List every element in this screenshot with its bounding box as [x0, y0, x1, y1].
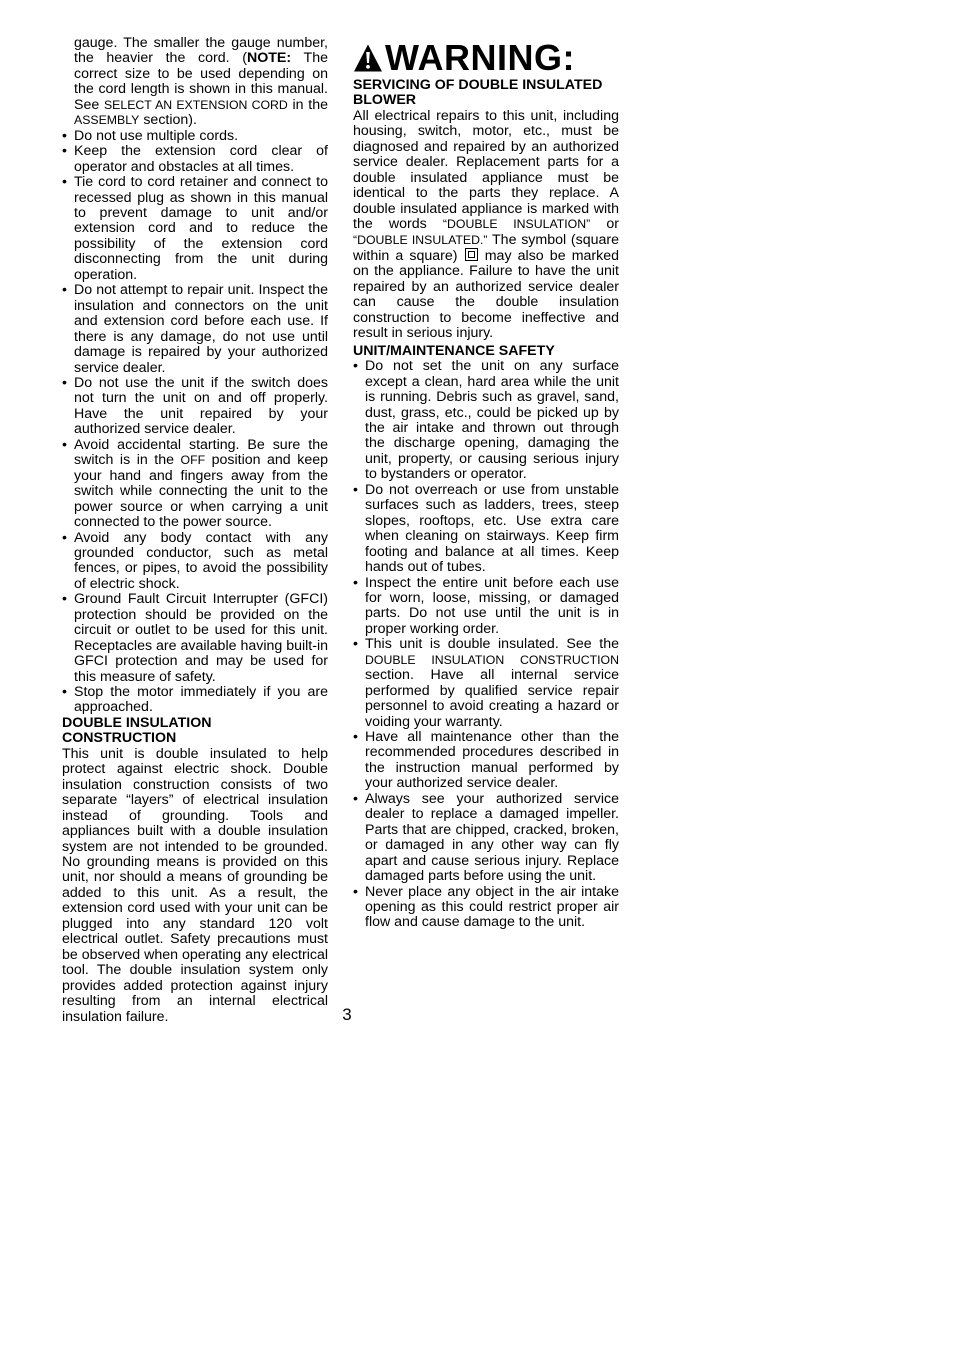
text-run: NOTE:: [246, 50, 292, 67]
text-run: in the: [287, 96, 328, 113]
list-item: [353, 637, 619, 730]
text-run: DOUBLE INSULATION CONSTRUCTION: [365, 652, 619, 667]
text-run: Stop the motor immediately if you are approached.: [74, 684, 328, 716]
text-run: or: [590, 216, 620, 233]
text-run: All electrical repairs to this unit, including housing, switch, motor, etc., must be diagnosed and repaired by an authorized service dealer. Replacement parts for a double insulated appliance must be identical to the parts they replace. A double insulated appliance is marked with the words: [353, 107, 619, 233]
extension-cord-safety-list: [62, 129, 328, 716]
text-run: position and keep your hand and fingers away from the switch while connecting the unit to the power source or when carrying a unit connected to the power source.: [74, 452, 328, 531]
text-run: Do not use the unit if the switch does not turn the unit on and off properly. Have the unit repaired by your authorized service dealer.: [74, 374, 328, 438]
maintenance-safety-heading: UNIT/MAINTENANCE SAFETY: [353, 342, 555, 359]
left-column: [62, 36, 328, 1025]
text-run: Ground Fault Circuit Interrupter (GFCI) protection should be provided on the circuit or outlet to be used for this unit. Receptacles are available having built-in GFCI protection and may be used for this measure of safety.: [74, 591, 328, 685]
text-run: OFF: [180, 453, 206, 468]
double-insulation-paragraph: This unit is double insulated to help protect against electric shock. Double insulation construction consists of two separate “layers” of electrical insulation instead of grounding. Tools and appliances built with a double insulation system are not intended to be grounded. No grounding means is provided on this unit, nor should a means of grounding be added to this unit. As a result, the extension cord used with your unit can be plugged into any standard 120 volt electrical outlet. Safety precautions must be observed when operating any electrical tool. The double insulation system only provides added protection against injury resulting from an internal electrical insulation failure.: [62, 745, 328, 1025]
warning-title: WARNING:: [385, 37, 575, 78]
list-item: [353, 792, 619, 885]
text-run: Do not attempt to repair unit. Inspect the insulation and connectors on the unit and extension cord before each use. If there is any damage, do not use until damage is repaired by your authorized service dealer.: [74, 282, 328, 376]
list-item: [62, 531, 328, 593]
text-run: SELECT AN EXTENSION CORD: [103, 97, 288, 112]
text-run: “DOUBLE INSULATION”: [442, 217, 591, 232]
text-run: Do not set the unit on any surface except a clean, hard area while the unit is running. Debris such as gravel, sand, dust, grass, etc., could be picked up by the air intake and thrown out through the discharge opening, damaging the unit, property, or causing serious injury to bystanders or operator.: [365, 358, 619, 483]
list-item: [353, 483, 619, 576]
text-run: Inspect the entire unit before each use for worn, loose, missing, or damaged parts. Do not use until the unit is in proper working order.: [365, 574, 619, 637]
text-run: section. Have all internal service performed by qualified service repair personnel to avoid creating a hazard or voiding your warranty.: [365, 667, 619, 730]
text-run: Never place any object in the air intake opening as this could restrict proper air flow and cause damage to the unit.: [365, 883, 619, 931]
page-number: 3: [342, 1005, 352, 1024]
list-item: [62, 438, 328, 531]
right-column: [353, 34, 619, 931]
list-item: [62, 175, 328, 283]
text-run: Always see your authorized service dealer to replace a damaged impeller. Parts that are chipped, cracked, broken, or damaged in any other way can fly apart and cause serious injury. Replace damaged parts before using the unit.: [365, 790, 619, 885]
text-run: section).: [139, 112, 197, 129]
text-run: This unit is double insulated. See the: [365, 636, 619, 653]
list-item: [62, 283, 328, 376]
double-insulation-heading: DOUBLE INSULATION CONSTRUCTION: [62, 714, 212, 747]
double-insulation-square-icon: [465, 248, 478, 261]
text-run: The symbol (square within a square): [353, 231, 620, 264]
text-run: Keep the extension cord clear of operator and obstacles at all times.: [74, 143, 328, 175]
text-run: Tie cord to cord retainer and connect to recessed plug as shown in this manual to prevent damage to unit and/or extension cord and to reduce the possibility of the extension cord disconnecting from the unit during operation.: [74, 174, 328, 283]
list-item: [353, 885, 619, 931]
text-run: The correct size to be used depending on the cord length is shown in this manual. See: [74, 50, 328, 113]
list-item: [62, 592, 328, 685]
text-run: may also be marked on the appliance. Failure to have the unit repaired by an authorized service dealer can cause the double insulation construction to become ineffective and result in serious injury.: [353, 247, 620, 342]
list-item: [353, 359, 619, 483]
text-run: “DOUBLE INSULATED.”: [353, 232, 488, 247]
list-item: [353, 576, 619, 638]
text-run: ASSEMBLY: [74, 113, 140, 128]
text-run: Do not use multiple cords.: [74, 127, 239, 144]
list-item: [62, 144, 328, 175]
text-run: Avoid any body contact with any grounded conductor, such as metal fences, or pipes, to avoid the possibility of electric shock.: [74, 529, 328, 592]
warning-triangle-icon: [353, 43, 383, 73]
servicing-heading: SERVICING OF DOUBLE INSULATED BLOWER: [353, 77, 603, 109]
text-run: gauge. The smaller the gauge number, the heavier the cord. (: [74, 35, 328, 67]
maintenance-safety-list: [353, 359, 619, 931]
text-run: Do not overreach or use from unstable surfaces such as ladders, trees, steep slopes, rooftops, etc. Use extra care when cleaning on stairways. Keep firm footing and balance at all times. Keep hands out of tubes.: [365, 481, 619, 576]
continued-paragraph: [62, 36, 328, 129]
servicing-paragraph: [353, 109, 619, 342]
list-item: [62, 685, 328, 716]
list-item: [62, 129, 328, 144]
list-item: [353, 730, 619, 792]
list-item: [62, 376, 328, 438]
text-run: Have all maintenance other than the recommended procedures described in the instruction manual performed by your authorized service dealer.: [365, 729, 619, 792]
text-run: Avoid accidental starting. Be sure the switch is in the: [74, 436, 328, 469]
warning-banner: [353, 38, 619, 78]
